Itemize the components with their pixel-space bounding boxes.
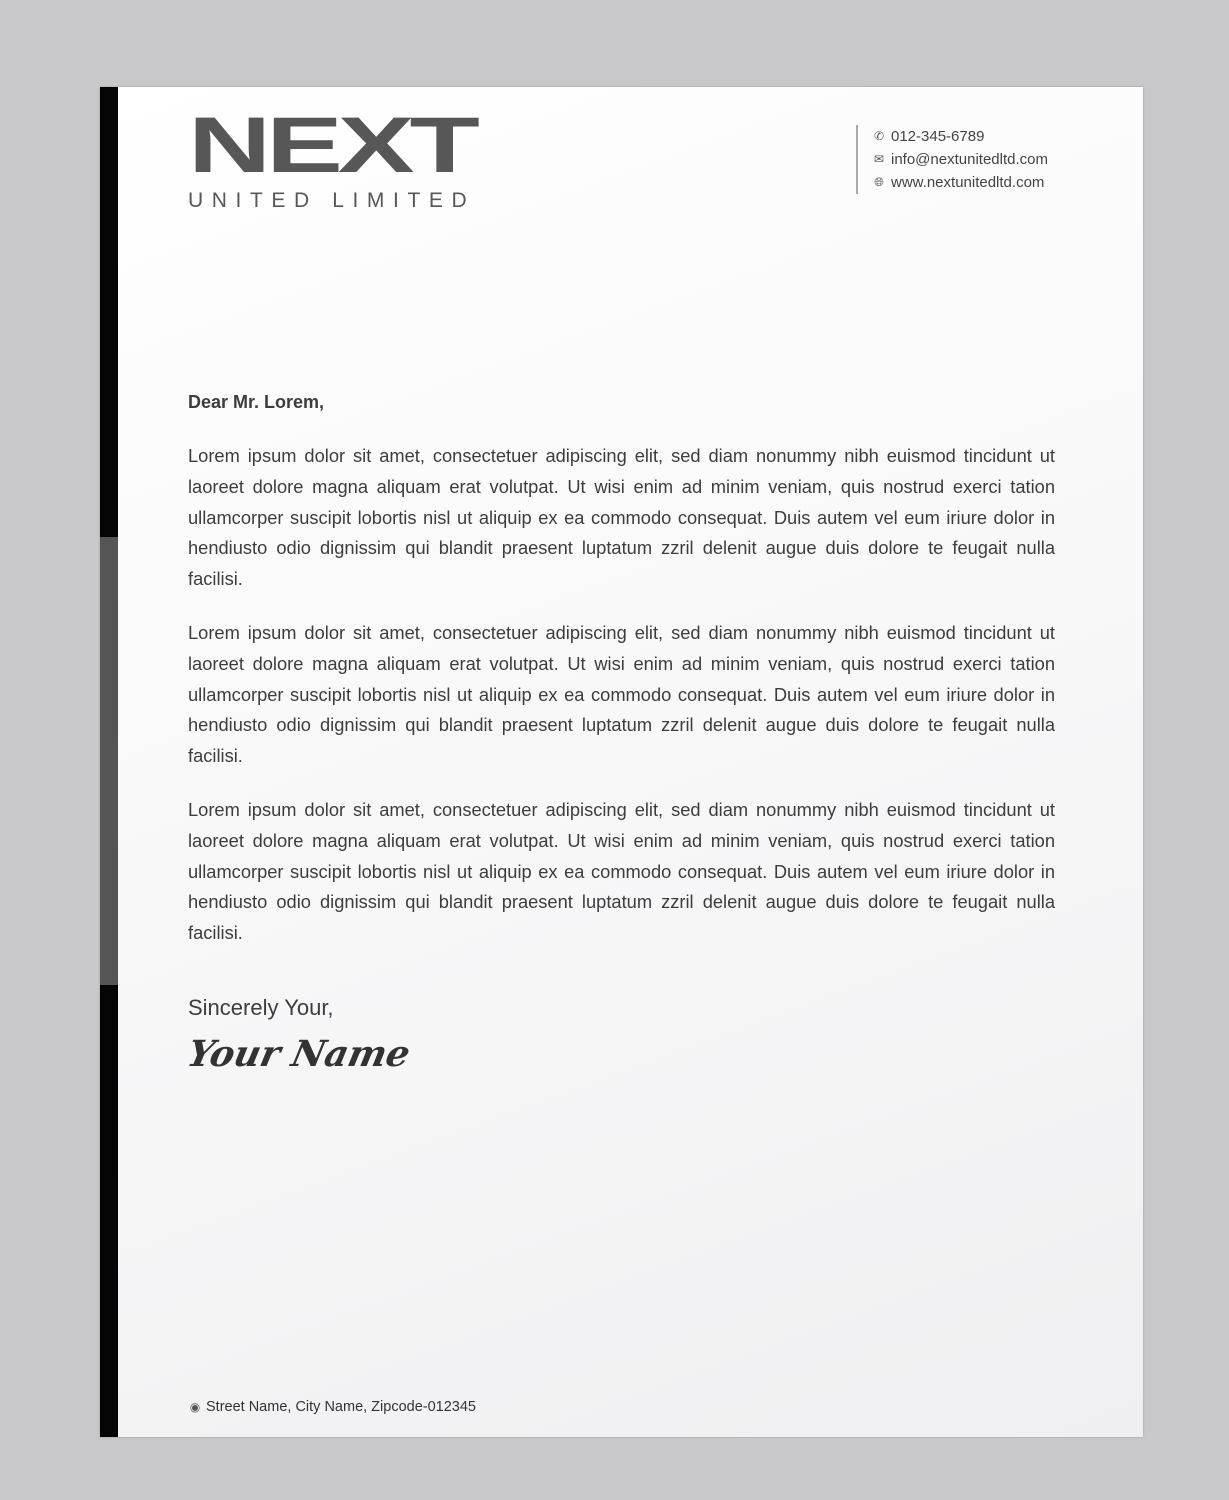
company-logo — [188, 101, 476, 213]
paragraph: Lorem ipsum dolor sit amet, consectetuer adipiscing elit, sed diam nonummy nibh euismod tincidunt ut laoreet dolore magna aliquam erat volutpat. Ut wisi enim ad minim veniam, quis nostrud exerci tation ullamcorper suscipit lobortis nisl ut aliquip ex ea commodo consequat. Duis autem vel eum iriure dolor in hendiusto odio dignissim qui blandit praesent luptatum zzril delenit augue duis dolore te feugait nulla facilisi. — [188, 445, 1055, 590]
email-text: info@nextunitedltd.com — [891, 151, 1048, 168]
closing: Sincerely Your, — [188, 994, 334, 1020]
letter-body — [183, 392, 1055, 1075]
address-text: Street Name, City Name, Zipcode-012345 — [206, 1399, 476, 1415]
contact-email — [872, 148, 1048, 171]
logo-wordmark: NEXT — [188, 101, 475, 190]
paragraph: Lorem ipsum dolor sit amet, consectetuer adipiscing elit, sed diam nonummy nibh euismod tincidunt ut laoreet dolore magna aliquam erat volutpat. Ut wisi enim ad minim veniam, quis nostrud exerci tation ullamcorper suscipit lobortis nisl ut aliquip ex ea commodo consequat. Duis autem vel eum iriure dolor in hendiusto odio dignissim qui blandit praesent luptatum zzril delenit augue duis dolore te feugait nulla facilisi. — [188, 621, 1055, 767]
footer-address — [188, 1399, 476, 1415]
phone-icon: ✆ — [873, 129, 885, 143]
contact-info — [856, 125, 1048, 194]
phone-text: 012-345-6789 — [891, 128, 985, 145]
side-bar-top — [100, 87, 118, 537]
side-bar-bottom — [100, 985, 118, 1437]
contact-website — [872, 171, 1048, 194]
globe-icon: 🌐︎ — [874, 175, 884, 189]
greeting: Dear Mr. Lorem, — [188, 392, 325, 412]
letterhead-page — [100, 87, 1143, 1437]
paragraph: Lorem ipsum dolor sit amet, consectetuer adipiscing elit, sed diam nonummy nibh euismod tincidunt ut laoreet dolore magna aliquam erat volutpat. Ut wisi enim ad minim veniam, quis nostrud exerci tation ullamcorper suscipit lobortis nisl ut aliquip ex ea commodo consequat. Duis autem vel eum iriure dolor in hendiusto odio dignissim qui blandit praesent luptatum zzril delenit augue duis dolore te feugait nulla facilisi. — [188, 798, 1055, 944]
website-text: www.nextunitedltd.com — [891, 174, 1045, 191]
side-bar-middle — [100, 537, 118, 985]
mail-icon: ✉ — [873, 152, 885, 166]
signature: Your Name — [183, 1032, 414, 1075]
location-pin-icon: ◉ — [189, 1400, 201, 1414]
contact-phone — [872, 125, 1048, 148]
logo-subtitle: UNITED LIMITED — [188, 189, 476, 212]
